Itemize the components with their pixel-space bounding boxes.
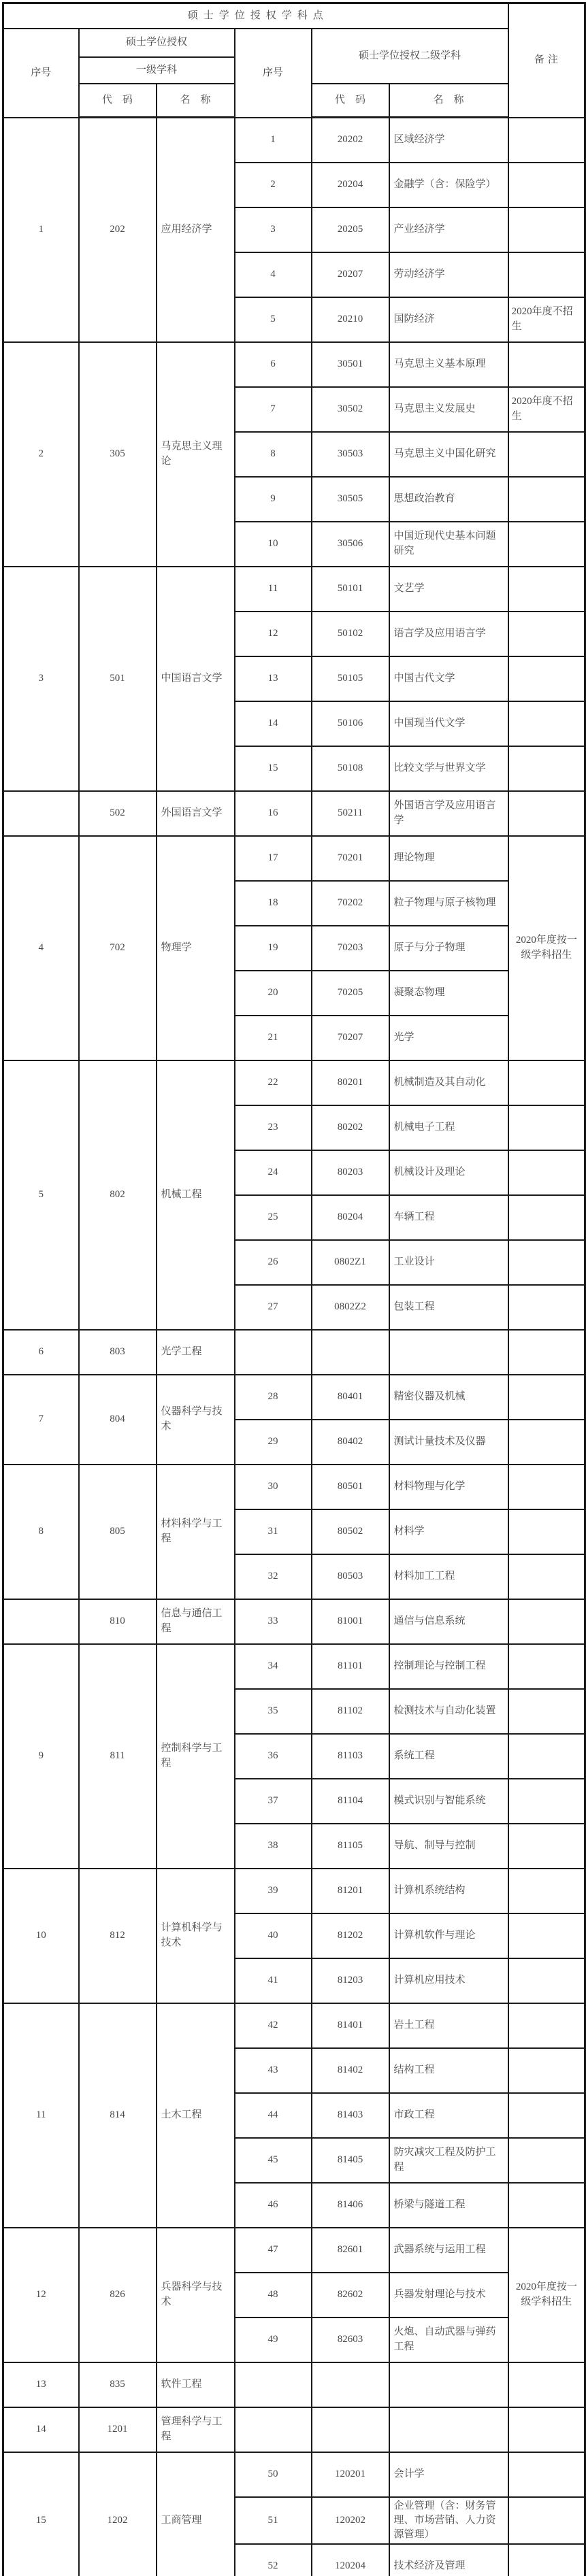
remark-cell — [508, 1195, 585, 1240]
group-code-cell: 802 — [79, 1060, 157, 1330]
row-seq-cell: 50 — [235, 2452, 312, 2497]
group-seq-cell: 12 — [3, 2228, 79, 2362]
group-name-cell: 土木工程 — [157, 2003, 235, 2228]
row-seq-cell: 12 — [235, 612, 312, 656]
row-name-cell: 文艺学 — [389, 567, 508, 612]
group-code-cell: 1202 — [79, 2452, 157, 2576]
table-row — [3, 791, 585, 836]
header-code-level1: 代 码 — [79, 84, 157, 118]
row-seq-cell: 6 — [235, 342, 312, 387]
row-seq-cell: 27 — [235, 1285, 312, 1330]
table-row — [3, 1375, 585, 1420]
row-seq-cell: 24 — [235, 1150, 312, 1195]
remark-cell — [508, 163, 585, 207]
remark-cell — [508, 1465, 585, 1509]
header-name-level1: 名 称 — [157, 84, 235, 118]
group-name-cell: 外国语言文学 — [157, 791, 235, 836]
row-name-cell: 工业设计 — [389, 1240, 508, 1285]
row-seq-cell: 4 — [235, 252, 312, 297]
row-code-cell: 81103 — [312, 1734, 389, 1779]
group-name-cell: 信息与通信工程 — [157, 1599, 235, 1644]
row-code-cell: 0802Z1 — [312, 1240, 389, 1285]
remark-cell — [508, 522, 585, 567]
row-name-cell: 计算机应用技术 — [389, 1958, 508, 2003]
row-seq-cell: 32 — [235, 1554, 312, 1599]
row-seq-cell: 36 — [235, 1734, 312, 1779]
row-seq-cell: 43 — [235, 2048, 312, 2093]
row-name-cell: 结构工程 — [389, 2048, 508, 2093]
row-seq-cell: 9 — [235, 477, 312, 522]
table-row — [3, 2407, 585, 2452]
row-name-cell: 中国古代文学 — [389, 656, 508, 701]
row-name-cell: 企业管理（含：财务管理、市场营销、人力资源管理） — [389, 2497, 508, 2545]
row-name-cell: 国防经济 — [389, 297, 508, 342]
row-seq-cell: 30 — [235, 1465, 312, 1509]
row-seq-cell: 3 — [235, 207, 312, 252]
row-code-cell: 20210 — [312, 297, 389, 342]
row-seq-cell: 20 — [235, 971, 312, 1016]
row-seq-cell: 31 — [235, 1509, 312, 1554]
row-code-cell: 80501 — [312, 1465, 389, 1509]
group-seq-cell: 15 — [3, 2452, 79, 2576]
row-name-cell: 材料物理与化学 — [389, 1465, 508, 1509]
remark-cell — [508, 1420, 585, 1465]
remark-cell — [508, 1958, 585, 2003]
row-name-cell: 模式识别与智能系统 — [389, 1779, 508, 1824]
row-seq-cell: 15 — [235, 746, 312, 791]
group-code-cell: 702 — [79, 836, 157, 1060]
row-name-cell: 中国现当代文学 — [389, 701, 508, 746]
group-name-cell: 光学工程 — [157, 1330, 235, 1375]
group-seq-cell: 11 — [3, 2003, 79, 2228]
remark-cell — [508, 1330, 585, 1375]
row-code-cell: 0802Z2 — [312, 1285, 389, 1330]
table-row — [3, 836, 585, 881]
group-name-cell: 管理科学与工程 — [157, 2407, 235, 2452]
table-row — [3, 2362, 585, 2407]
remark-cell — [508, 1509, 585, 1554]
row-code-cell: 80502 — [312, 1509, 389, 1554]
row-seq-cell: 5 — [235, 297, 312, 342]
row-seq-cell: 33 — [235, 1599, 312, 1644]
group-seq-cell: 1 — [3, 118, 79, 342]
row-seq-cell: 10 — [235, 522, 312, 567]
group-name-cell: 机械工程 — [157, 1060, 235, 1330]
header-code-level2: 代 码 — [312, 84, 389, 118]
row-name-cell: 导航、制导与控制 — [389, 1824, 508, 1869]
row-name-cell: 凝聚态物理 — [389, 971, 508, 1016]
row-name-cell: 外国语言学及应用语言学 — [389, 791, 508, 836]
table-row — [3, 342, 585, 387]
group-code-cell: 814 — [79, 2003, 157, 2228]
row-name-cell — [389, 1330, 508, 1375]
row-seq-cell: 2 — [235, 163, 312, 207]
row-seq-cell: 26 — [235, 1240, 312, 1285]
row-name-cell: 思想政治教育 — [389, 477, 508, 522]
table-body — [3, 118, 585, 2576]
remark-cell: 2020年度不招生 — [508, 297, 585, 342]
row-seq-cell: 22 — [235, 1060, 312, 1105]
row-code-cell — [312, 2362, 389, 2407]
row-seq-cell — [235, 1330, 312, 1375]
row-name-cell: 马克思主义基本原理 — [389, 342, 508, 387]
row-name-cell: 金融学（含：保险学） — [389, 163, 508, 207]
group-seq-cell — [3, 1599, 79, 1644]
remark-cell — [508, 1150, 585, 1195]
row-code-cell: 81402 — [312, 2048, 389, 2093]
group-name-cell: 中国语言文学 — [157, 567, 235, 791]
remark-cell — [508, 2093, 585, 2138]
row-seq-cell: 38 — [235, 1824, 312, 1869]
group-seq-cell: 6 — [3, 1330, 79, 1375]
row-code-cell: 81405 — [312, 2138, 389, 2183]
row-name-cell: 精密仪器及机械 — [389, 1375, 508, 1420]
row-code-cell: 82603 — [312, 2318, 389, 2362]
row-code-cell: 30505 — [312, 477, 389, 522]
row-code-cell: 70201 — [312, 836, 389, 881]
row-name-cell — [389, 2407, 508, 2452]
row-code-cell: 50101 — [312, 567, 389, 612]
group-seq-cell: 9 — [3, 1644, 79, 1869]
row-seq-cell: 28 — [235, 1375, 312, 1420]
row-name-cell: 通信与信息系统 — [389, 1599, 508, 1644]
row-name-cell: 控制理论与控制工程 — [389, 1644, 508, 1689]
row-seq-cell: 35 — [235, 1689, 312, 1734]
table-row — [3, 118, 585, 163]
row-code-cell: 81401 — [312, 2003, 389, 2048]
row-code-cell: 50102 — [312, 612, 389, 656]
header-second-level-discipline: 硕士学位授权二级学科 — [312, 29, 508, 84]
remark-cell — [508, 1240, 585, 1285]
row-code-cell: 81105 — [312, 1824, 389, 1869]
remark-cell — [508, 612, 585, 656]
remark-cell — [508, 1105, 585, 1150]
remark-cell — [508, 1869, 585, 1913]
remark-cell — [508, 701, 585, 746]
row-code-cell: 81201 — [312, 1869, 389, 1913]
row-code-cell: 120204 — [312, 2544, 389, 2576]
group-seq-cell: 7 — [3, 1375, 79, 1465]
row-seq-cell: 46 — [235, 2183, 312, 2228]
row-seq-cell: 42 — [235, 2003, 312, 2048]
row-code-cell: 50105 — [312, 656, 389, 701]
row-name-cell: 技术经济及管理 — [389, 2544, 508, 2576]
group-seq-cell: 3 — [3, 567, 79, 791]
row-seq-cell: 16 — [235, 791, 312, 836]
table-row — [3, 1060, 585, 1105]
row-name-cell: 火炮、自动武器与弹药工程 — [389, 2318, 508, 2362]
row-seq-cell: 11 — [235, 567, 312, 612]
group-seq-cell: 10 — [3, 1869, 79, 2003]
row-code-cell: 80401 — [312, 1375, 389, 1420]
row-name-cell: 语言学及应用语言学 — [389, 612, 508, 656]
row-name-cell: 马克思主义发展史 — [389, 387, 508, 432]
header-seq-level2: 序号 — [235, 29, 312, 118]
row-seq-cell: 40 — [235, 1913, 312, 1958]
row-code-cell: 70207 — [312, 1016, 389, 1060]
remark-cell — [508, 2452, 585, 2497]
remark-cell — [508, 1285, 585, 1330]
group-code-cell: 805 — [79, 1465, 157, 1599]
remark-cell — [508, 1913, 585, 1958]
group-seq-cell: 8 — [3, 1465, 79, 1599]
row-code-cell: 50211 — [312, 791, 389, 836]
row-code-cell: 81406 — [312, 2183, 389, 2228]
remark-merged-cell: 2020年度按一级学科招生 — [508, 836, 585, 1060]
row-code-cell: 30501 — [312, 342, 389, 387]
remark-cell — [508, 2544, 585, 2576]
row-seq-cell: 48 — [235, 2273, 312, 2318]
row-seq-cell: 39 — [235, 1869, 312, 1913]
row-seq-cell: 47 — [235, 2228, 312, 2273]
remark-cell — [508, 1689, 585, 1734]
remark-cell: 2020年度不招生 — [508, 387, 585, 432]
row-name-cell: 计算机软件与理论 — [389, 1913, 508, 1958]
row-seq-cell: 41 — [235, 1958, 312, 2003]
row-seq-cell: 52 — [235, 2544, 312, 2576]
row-seq-cell: 49 — [235, 2318, 312, 2362]
row-code-cell: 20202 — [312, 118, 389, 163]
row-code-cell: 81104 — [312, 1779, 389, 1824]
group-code-cell: 803 — [79, 1330, 157, 1375]
row-code-cell: 70203 — [312, 926, 389, 971]
header-master-auth: 硕士学位授权 — [79, 29, 235, 57]
row-seq-cell: 25 — [235, 1195, 312, 1240]
row-code-cell: 30502 — [312, 387, 389, 432]
row-code-cell: 70205 — [312, 971, 389, 1016]
row-code-cell: 81101 — [312, 1644, 389, 1689]
page-title: 硕士学位授权学科点 — [3, 3, 508, 29]
header-first-level-discipline: 一级学科 — [79, 57, 235, 84]
remark-cell — [508, 2362, 585, 2407]
group-name-cell: 仪器科学与技术 — [157, 1375, 235, 1465]
remark-cell — [508, 1779, 585, 1824]
row-code-cell: 81202 — [312, 1913, 389, 1958]
row-code-cell: 120201 — [312, 2452, 389, 2497]
table-header — [3, 3, 585, 118]
row-name-cell: 机械设计及理论 — [389, 1150, 508, 1195]
row-name-cell: 马克思主义中国化研究 — [389, 432, 508, 477]
group-seq-cell: 2 — [3, 342, 79, 567]
row-code-cell: 82602 — [312, 2273, 389, 2318]
row-seq-cell: 21 — [235, 1016, 312, 1060]
row-code-cell: 20205 — [312, 207, 389, 252]
group-name-cell: 控制科学与工程 — [157, 1644, 235, 1869]
group-seq-cell: 5 — [3, 1060, 79, 1330]
row-name-cell: 区域经济学 — [389, 118, 508, 163]
row-seq-cell: 37 — [235, 1779, 312, 1824]
table-row — [3, 2003, 585, 2048]
remark-cell — [508, 746, 585, 791]
degree-authorization-table — [2, 2, 586, 2576]
remark-cell — [508, 1644, 585, 1689]
row-seq-cell — [235, 2407, 312, 2452]
row-name-cell: 产业经济学 — [389, 207, 508, 252]
row-seq-cell — [235, 2362, 312, 2407]
group-code-cell: 202 — [79, 118, 157, 342]
group-name-cell: 应用经济学 — [157, 118, 235, 342]
remark-cell — [508, 2407, 585, 2452]
row-name-cell: 会计学 — [389, 2452, 508, 2497]
row-seq-cell: 8 — [235, 432, 312, 477]
table-row — [3, 1330, 585, 1375]
row-name-cell: 机械电子工程 — [389, 1105, 508, 1150]
remark-cell — [508, 118, 585, 163]
row-name-cell: 光学 — [389, 1016, 508, 1060]
remark-cell — [508, 477, 585, 522]
row-name-cell: 桥梁与隧道工程 — [389, 2183, 508, 2228]
remark-cell — [508, 656, 585, 701]
row-code-cell: 70202 — [312, 881, 389, 926]
row-code-cell: 81001 — [312, 1599, 389, 1644]
row-seq-cell: 34 — [235, 1644, 312, 1689]
row-name-cell: 中国近现代史基本问题研究 — [389, 522, 508, 567]
row-code-cell: 82601 — [312, 2228, 389, 2273]
row-code-cell: 30503 — [312, 432, 389, 477]
row-code-cell: 80204 — [312, 1195, 389, 1240]
row-name-cell: 车辆工程 — [389, 1195, 508, 1240]
remark-cell — [508, 1599, 585, 1644]
row-code-cell — [312, 1330, 389, 1375]
row-name-cell: 理论物理 — [389, 836, 508, 881]
row-name-cell: 粒子物理与原子核物理 — [389, 881, 508, 926]
remark-cell — [508, 207, 585, 252]
row-code-cell: 81203 — [312, 1958, 389, 2003]
group-code-cell: 502 — [79, 791, 157, 836]
row-seq-cell: 17 — [235, 836, 312, 881]
table-row — [3, 1644, 585, 1689]
header-seq-level1: 序号 — [3, 29, 79, 118]
group-name-cell: 材料科学与工程 — [157, 1465, 235, 1599]
remark-cell — [508, 791, 585, 836]
row-name-cell: 材料加工工程 — [389, 1554, 508, 1599]
row-code-cell: 80402 — [312, 1420, 389, 1465]
row-seq-cell: 14 — [235, 701, 312, 746]
row-name-cell: 比较文学与世界文学 — [389, 746, 508, 791]
group-code-cell: 826 — [79, 2228, 157, 2362]
group-code-cell: 305 — [79, 342, 157, 567]
row-name-cell: 岩土工程 — [389, 2003, 508, 2048]
row-code-cell: 120202 — [312, 2497, 389, 2545]
remark-merged-cell: 2020年度按一级学科招生 — [508, 2228, 585, 2362]
table-row — [3, 1869, 585, 1913]
row-seq-cell: 18 — [235, 881, 312, 926]
row-name-cell: 市政工程 — [389, 2093, 508, 2138]
group-name-cell: 马克思主义理论 — [157, 342, 235, 567]
row-name-cell: 兵器发射理论与技术 — [389, 2273, 508, 2318]
row-name-cell: 计算机系统结构 — [389, 1869, 508, 1913]
row-name-cell: 防灾减灾工程及防护工程 — [389, 2138, 508, 2183]
row-code-cell: 80201 — [312, 1060, 389, 1105]
remark-cell — [508, 2048, 585, 2093]
row-name-cell: 劳动经济学 — [389, 252, 508, 297]
row-code-cell: 30506 — [312, 522, 389, 567]
group-code-cell: 804 — [79, 1375, 157, 1465]
group-code-cell: 501 — [79, 567, 157, 791]
row-name-cell: 原子与分子物理 — [389, 926, 508, 971]
group-seq-cell — [3, 791, 79, 836]
remark-cell — [508, 1375, 585, 1420]
remark-cell — [508, 342, 585, 387]
remark-cell — [508, 1734, 585, 1779]
group-name-cell: 软件工程 — [157, 2362, 235, 2407]
row-name-cell: 机械制造及其自动化 — [389, 1060, 508, 1105]
row-code-cell: 81102 — [312, 1689, 389, 1734]
row-name-cell: 武器系统与运用工程 — [389, 2228, 508, 2273]
table-row — [3, 2452, 585, 2497]
row-code-cell: 80203 — [312, 1150, 389, 1195]
group-name-cell: 物理学 — [157, 836, 235, 1060]
row-seq-cell: 44 — [235, 2093, 312, 2138]
row-code-cell: 20204 — [312, 163, 389, 207]
group-name-cell: 工商管理 — [157, 2452, 235, 2576]
table-row — [3, 1599, 585, 1644]
header-remark: 备注 — [508, 3, 585, 118]
row-code-cell: 20207 — [312, 252, 389, 297]
group-code-cell: 1201 — [79, 2407, 157, 2452]
row-code-cell: 81403 — [312, 2093, 389, 2138]
row-code-cell: 50106 — [312, 701, 389, 746]
row-name-cell: 系统工程 — [389, 1734, 508, 1779]
table-row — [3, 2228, 585, 2273]
group-seq-cell: 4 — [3, 836, 79, 1060]
group-seq-cell: 13 — [3, 2362, 79, 2407]
remark-cell — [508, 2183, 585, 2228]
table-row — [3, 1465, 585, 1509]
row-name-cell: 测试计量技术及仪器 — [389, 1420, 508, 1465]
group-code-cell: 811 — [79, 1644, 157, 1869]
row-seq-cell: 23 — [235, 1105, 312, 1150]
group-code-cell: 810 — [79, 1599, 157, 1644]
remark-cell — [508, 432, 585, 477]
row-name-cell: 检测技术与自动化装置 — [389, 1689, 508, 1734]
row-name-cell — [389, 2362, 508, 2407]
table-row — [3, 567, 585, 612]
remark-cell — [508, 2138, 585, 2183]
row-code-cell: 50108 — [312, 746, 389, 791]
remark-cell — [508, 1824, 585, 1869]
row-seq-cell: 29 — [235, 1420, 312, 1465]
remark-cell — [508, 1060, 585, 1105]
group-name-cell: 兵器科学与技术 — [157, 2228, 235, 2362]
row-code-cell: 80503 — [312, 1554, 389, 1599]
group-seq-cell: 14 — [3, 2407, 79, 2452]
row-seq-cell: 45 — [235, 2138, 312, 2183]
group-name-cell: 计算机科学与技术 — [157, 1869, 235, 2003]
row-seq-cell: 51 — [235, 2497, 312, 2545]
remark-cell — [508, 2497, 585, 2545]
header-name-level2: 名 称 — [389, 84, 508, 118]
row-seq-cell: 13 — [235, 656, 312, 701]
remark-cell — [508, 2003, 585, 2048]
row-seq-cell: 19 — [235, 926, 312, 971]
row-code-cell — [312, 2407, 389, 2452]
remark-cell — [508, 252, 585, 297]
remark-cell — [508, 567, 585, 612]
row-name-cell: 包装工程 — [389, 1285, 508, 1330]
row-name-cell: 材料学 — [389, 1509, 508, 1554]
group-code-cell: 835 — [79, 2362, 157, 2407]
row-code-cell: 80202 — [312, 1105, 389, 1150]
remark-cell — [508, 1554, 585, 1599]
row-seq-cell: 7 — [235, 387, 312, 432]
group-code-cell: 812 — [79, 1869, 157, 2003]
row-seq-cell: 1 — [235, 118, 312, 163]
